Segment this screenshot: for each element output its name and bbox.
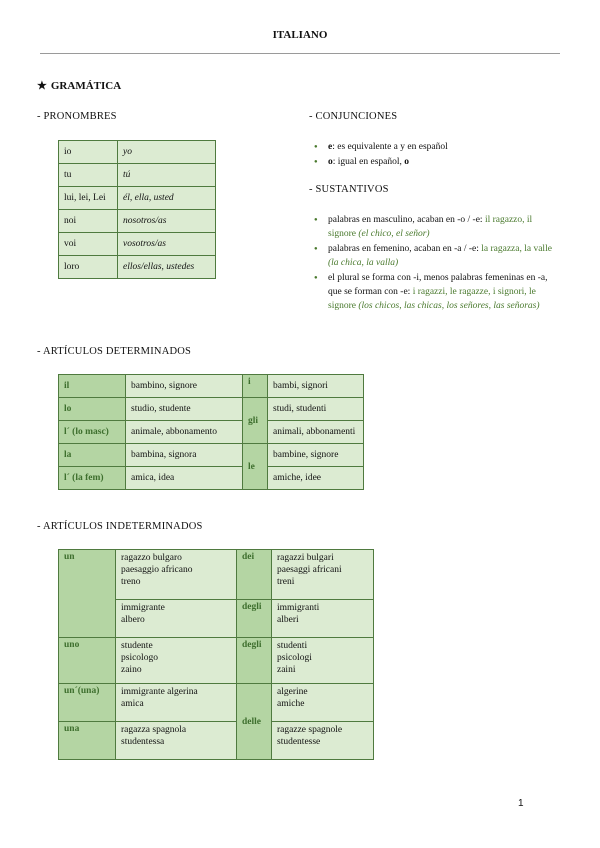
plural-example: studi, studenti (268, 398, 364, 421)
example-word: paesaggi africani (277, 565, 342, 575)
italian-pronoun: lui, lei, Lei (59, 187, 118, 210)
example-word: paesaggio africano (121, 565, 193, 575)
table-row (59, 444, 364, 467)
plural-article: le (243, 444, 268, 490)
singular-article: il (59, 375, 126, 398)
example-word: immigrante (121, 603, 165, 613)
conjuncion-text: : es equivalente a y en español (332, 142, 448, 152)
table-row (59, 256, 216, 279)
singular-examples (116, 550, 237, 600)
plural-example: bambi, signori (268, 375, 364, 398)
plural-examples (272, 684, 374, 722)
italian-example: la ragazza, la valle (481, 244, 552, 254)
example-word: zaino (121, 665, 142, 675)
plural-article: degli (237, 638, 272, 684)
example-word: treni (277, 577, 295, 587)
example-word: amiche (277, 699, 305, 709)
example-word: immigrante algerina (121, 687, 198, 697)
indeterminados-table (58, 549, 374, 760)
pronombres-table (58, 140, 216, 279)
conjuncion-key: e (328, 142, 333, 152)
plural-article: delle (237, 684, 272, 760)
example-word: algerine (277, 687, 308, 697)
singular-article: un´(una) (59, 684, 116, 722)
conjuncion-text: : igual en español, (332, 157, 405, 167)
plural-examples (272, 600, 374, 638)
plural-article: degli (237, 600, 272, 638)
plural-article: gli (243, 398, 268, 444)
singular-article: l´ (la fem) (59, 467, 126, 490)
plural-example: bambine, signore (268, 444, 364, 467)
plural-article: i (243, 375, 268, 398)
table-row (59, 421, 364, 444)
table-row (59, 375, 364, 398)
spanish-pronoun: él, ella, usted (118, 187, 216, 210)
singular-article: uno (59, 638, 116, 684)
conjunciones-heading: - CONJUNCIONES (309, 111, 398, 122)
italian-pronoun: tu (59, 164, 118, 187)
italian-pronoun: voi (59, 233, 118, 256)
example-word: psicologo (121, 653, 158, 663)
plural-example: amiche, idee (268, 467, 364, 490)
spanish-translation: (el chico, el señor) (355, 229, 430, 239)
plural-examples (272, 550, 374, 600)
singular-article: lo (59, 398, 126, 421)
example-word: studentessa (121, 737, 165, 747)
spanish-pronoun: ellos/ellas, ustedes (118, 256, 216, 279)
table-row (59, 722, 374, 760)
singular-examples (116, 684, 237, 722)
conjuncion-tail: o (404, 157, 409, 167)
list-item (312, 213, 560, 241)
singular-example: bambina, signora (126, 444, 243, 467)
plural-example: animali, abbonamenti (268, 421, 364, 444)
list-item (312, 271, 560, 313)
example-word: ragazzo bulgaro (121, 553, 182, 563)
table-row (59, 233, 216, 256)
spanish-pronoun: vosotros/as (118, 233, 216, 256)
plural-examples (272, 638, 374, 684)
table-row (59, 187, 216, 210)
table-row (59, 164, 216, 187)
title-divider (40, 53, 560, 54)
example-word: treno (121, 577, 141, 587)
italian-pronoun: noi (59, 210, 118, 233)
sustantivos-list (312, 213, 560, 314)
list-item (312, 242, 560, 270)
italian-pronoun: loro (59, 256, 118, 279)
singular-article: un (59, 550, 116, 638)
example-word: ragazze spagnole (277, 725, 343, 735)
spanish-pronoun: nosotros/as (118, 210, 216, 233)
spanish-translation: (los chicos, las chicas, los señores, las señoras) (355, 301, 540, 311)
example-word: studente (121, 641, 153, 651)
example-word: studentesse (277, 737, 321, 747)
table-row (59, 684, 374, 722)
conjunciones-list (312, 140, 562, 170)
list-item (312, 140, 562, 154)
page-number: 1 (518, 798, 524, 809)
singular-example: amica, idea (126, 467, 243, 490)
star-icon: ★ (37, 80, 47, 92)
example-word: ragazza spagnola (121, 725, 187, 735)
table-row (59, 210, 216, 233)
example-word: psicologi (277, 653, 312, 663)
indeterminados-heading: - ARTÍCULOS INDETERMINADOS (37, 521, 203, 532)
singular-example: studio, studente (126, 398, 243, 421)
rule-text: palabras en femenino, acaban en -a / -e: (328, 244, 482, 254)
italian-pronoun: io (59, 141, 118, 164)
singular-examples (116, 722, 237, 760)
table-row (59, 467, 364, 490)
table-row (59, 141, 216, 164)
determinados-table (58, 374, 364, 490)
list-item (312, 155, 562, 169)
table-row (59, 550, 374, 600)
example-word: immigranti (277, 603, 320, 613)
singular-article: la (59, 444, 126, 467)
table-row (59, 398, 364, 421)
gramatica-label: GRAMÁTICA (50, 80, 122, 92)
plural-article: dei (237, 550, 272, 600)
conjuncion-key: o (328, 157, 333, 167)
example-word: albero (121, 615, 145, 625)
rule-text: palabras en masculino, acaban en -o / -e: (328, 215, 485, 225)
spanish-pronoun: tú (118, 164, 216, 187)
pronombres-heading: - PRONOMBRES (37, 111, 117, 122)
singular-article: una (59, 722, 116, 760)
example-word: amica (121, 699, 144, 709)
singular-article: l´ (lo masc) (59, 421, 126, 444)
singular-examples (116, 638, 237, 684)
example-word: ragazzi bulgari (277, 553, 334, 563)
italian-example: i ragazzi, le ragazze, i signori, le signore (328, 287, 536, 311)
section-heading-gramatica (37, 79, 121, 92)
singular-examples (116, 600, 237, 638)
singular-example: bambino, signore (126, 375, 243, 398)
example-word: alberi (277, 615, 299, 625)
rule-text: el plural se forma con -i, menos palabras femeninas en -a, que se forman con -e: (328, 273, 548, 297)
italian-example: il ragazzo, il signore (328, 215, 533, 239)
spanish-pronoun: yo (118, 141, 216, 164)
sustantivos-heading: - SUSTANTIVOS (309, 184, 389, 195)
determinados-heading: - ARTÍCULOS DETERMINADOS (37, 346, 192, 357)
plural-examples (272, 722, 374, 760)
singular-example: animale, abbonamento (126, 421, 243, 444)
page-title: ITALIANO (272, 29, 328, 41)
example-word: studenti (277, 641, 308, 651)
example-word: zaini (277, 665, 296, 675)
table-row (59, 638, 374, 684)
spanish-translation: (la chica, la valla) (328, 258, 399, 268)
